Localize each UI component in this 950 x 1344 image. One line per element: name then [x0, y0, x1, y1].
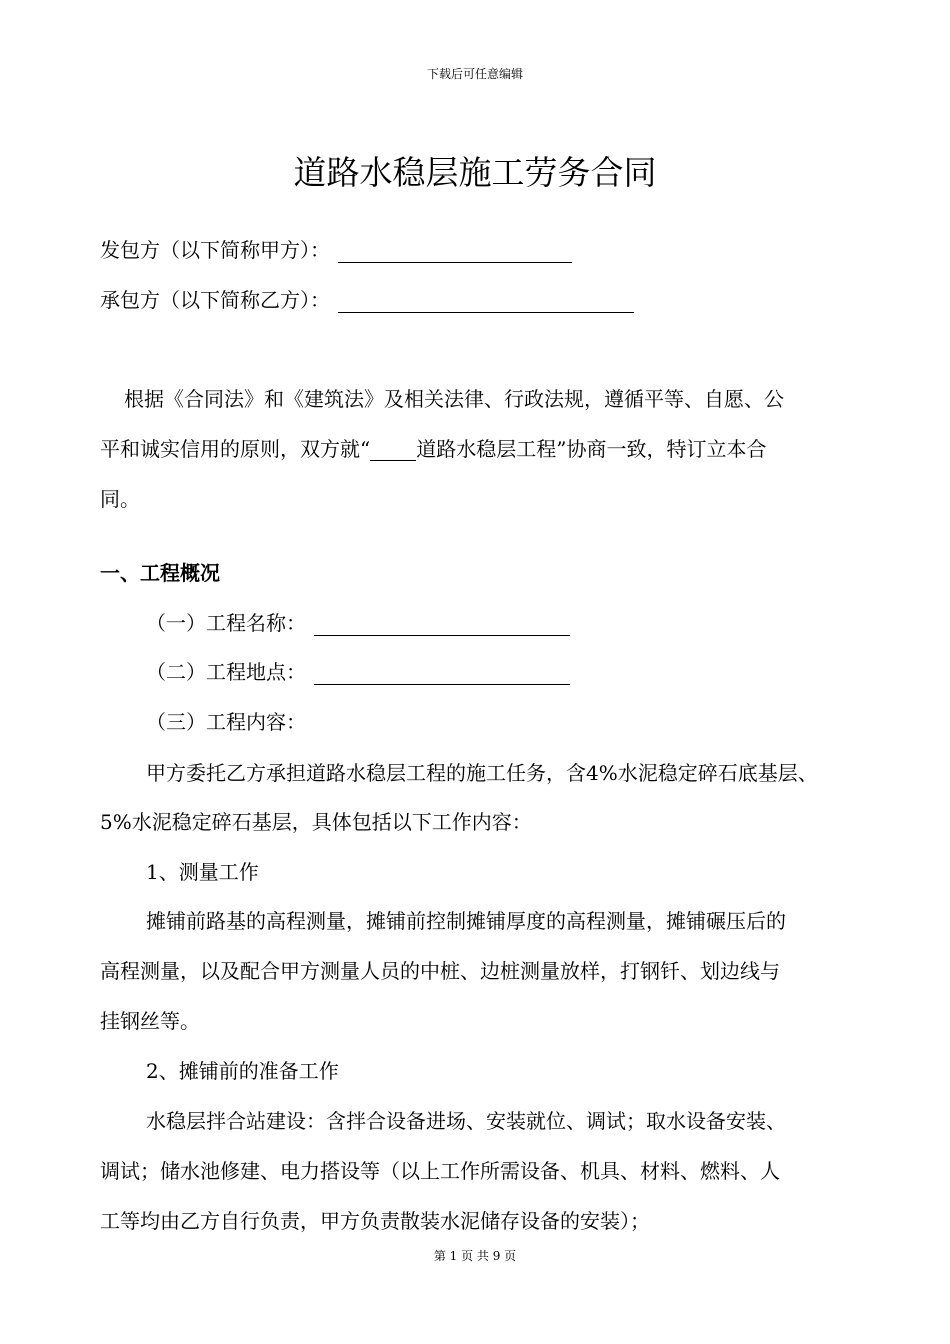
item2-line-1: 水稳层拌合站建设：含拌合设备进场、安装就位、调试；取水设备安装、 [146, 1109, 786, 1133]
item1-line-3: 挂钢丝等。 [100, 1009, 200, 1033]
section-heading: 一、工程概况 [100, 561, 220, 585]
party-a-label: 发包方（以下简称甲方）： [100, 238, 330, 262]
document-title: 道路水稳层施工劳务合同 [293, 153, 657, 192]
project-location-line [146, 657, 570, 687]
party-a-line [100, 235, 572, 265]
desc-line-1: 甲方委托乙方承担道路水稳层工程的施工任务，含4%水泥稳定碎石底基层、 [146, 761, 818, 785]
page-footer: 第 1 页 共 9 页 [433, 1249, 517, 1263]
party-a-blank [338, 240, 572, 263]
item1-line-2: 高程测量，以及配合甲方测量人员的中桩、边桩测量放样，打钢钎、划边线与 [100, 959, 780, 983]
party-b-blank [338, 290, 634, 313]
project-name-line [146, 608, 570, 638]
project-location-label: （二）工程地点： [146, 660, 306, 684]
project-name-label: （一）工程名称： [146, 611, 306, 635]
header-note: 下载后可任意编辑 [426, 67, 523, 81]
project-content-label: （三）工程内容： [146, 710, 306, 734]
project-location-field [314, 662, 570, 685]
item1-title: 1、测量工作 [146, 860, 259, 884]
project-name-field [314, 613, 570, 636]
item2-title: 2、摊铺前的准备工作 [146, 1059, 339, 1083]
party-b-label: 承包方（以下简称乙方）： [100, 288, 330, 312]
desc-line-2: 5%水泥稳定碎石基层，具体包括以下工作内容： [100, 810, 532, 834]
intro-line-2-pre: 平和诚实信用的原则，双方就“ [100, 437, 371, 461]
intro-line-1: 根据《合同法》和《建筑法》及相关法律、行政法规，遵循平等、自愿、公 [124, 387, 784, 411]
party-b-line [100, 285, 634, 315]
intro-line-2 [100, 434, 766, 464]
item2-line-3: 工等均由乙方自行负责，甲方负责散装水泥储存设备的安装）； [100, 1209, 650, 1233]
item2-line-2: 调试；储水池修建、电力搭设等（以上工作所需设备、机具、材料、燃料、人 [100, 1159, 780, 1183]
project-name-blank [370, 440, 416, 461]
intro-line-3: 同。 [100, 487, 140, 511]
item1-line-1: 摊铺前路基的高程测量，摊铺前控制摊铺厚度的高程测量，摊铺碾压后的 [146, 909, 786, 933]
intro-line-2-post: 道路水稳层工程”协商一致，特订立本合 [416, 437, 767, 461]
